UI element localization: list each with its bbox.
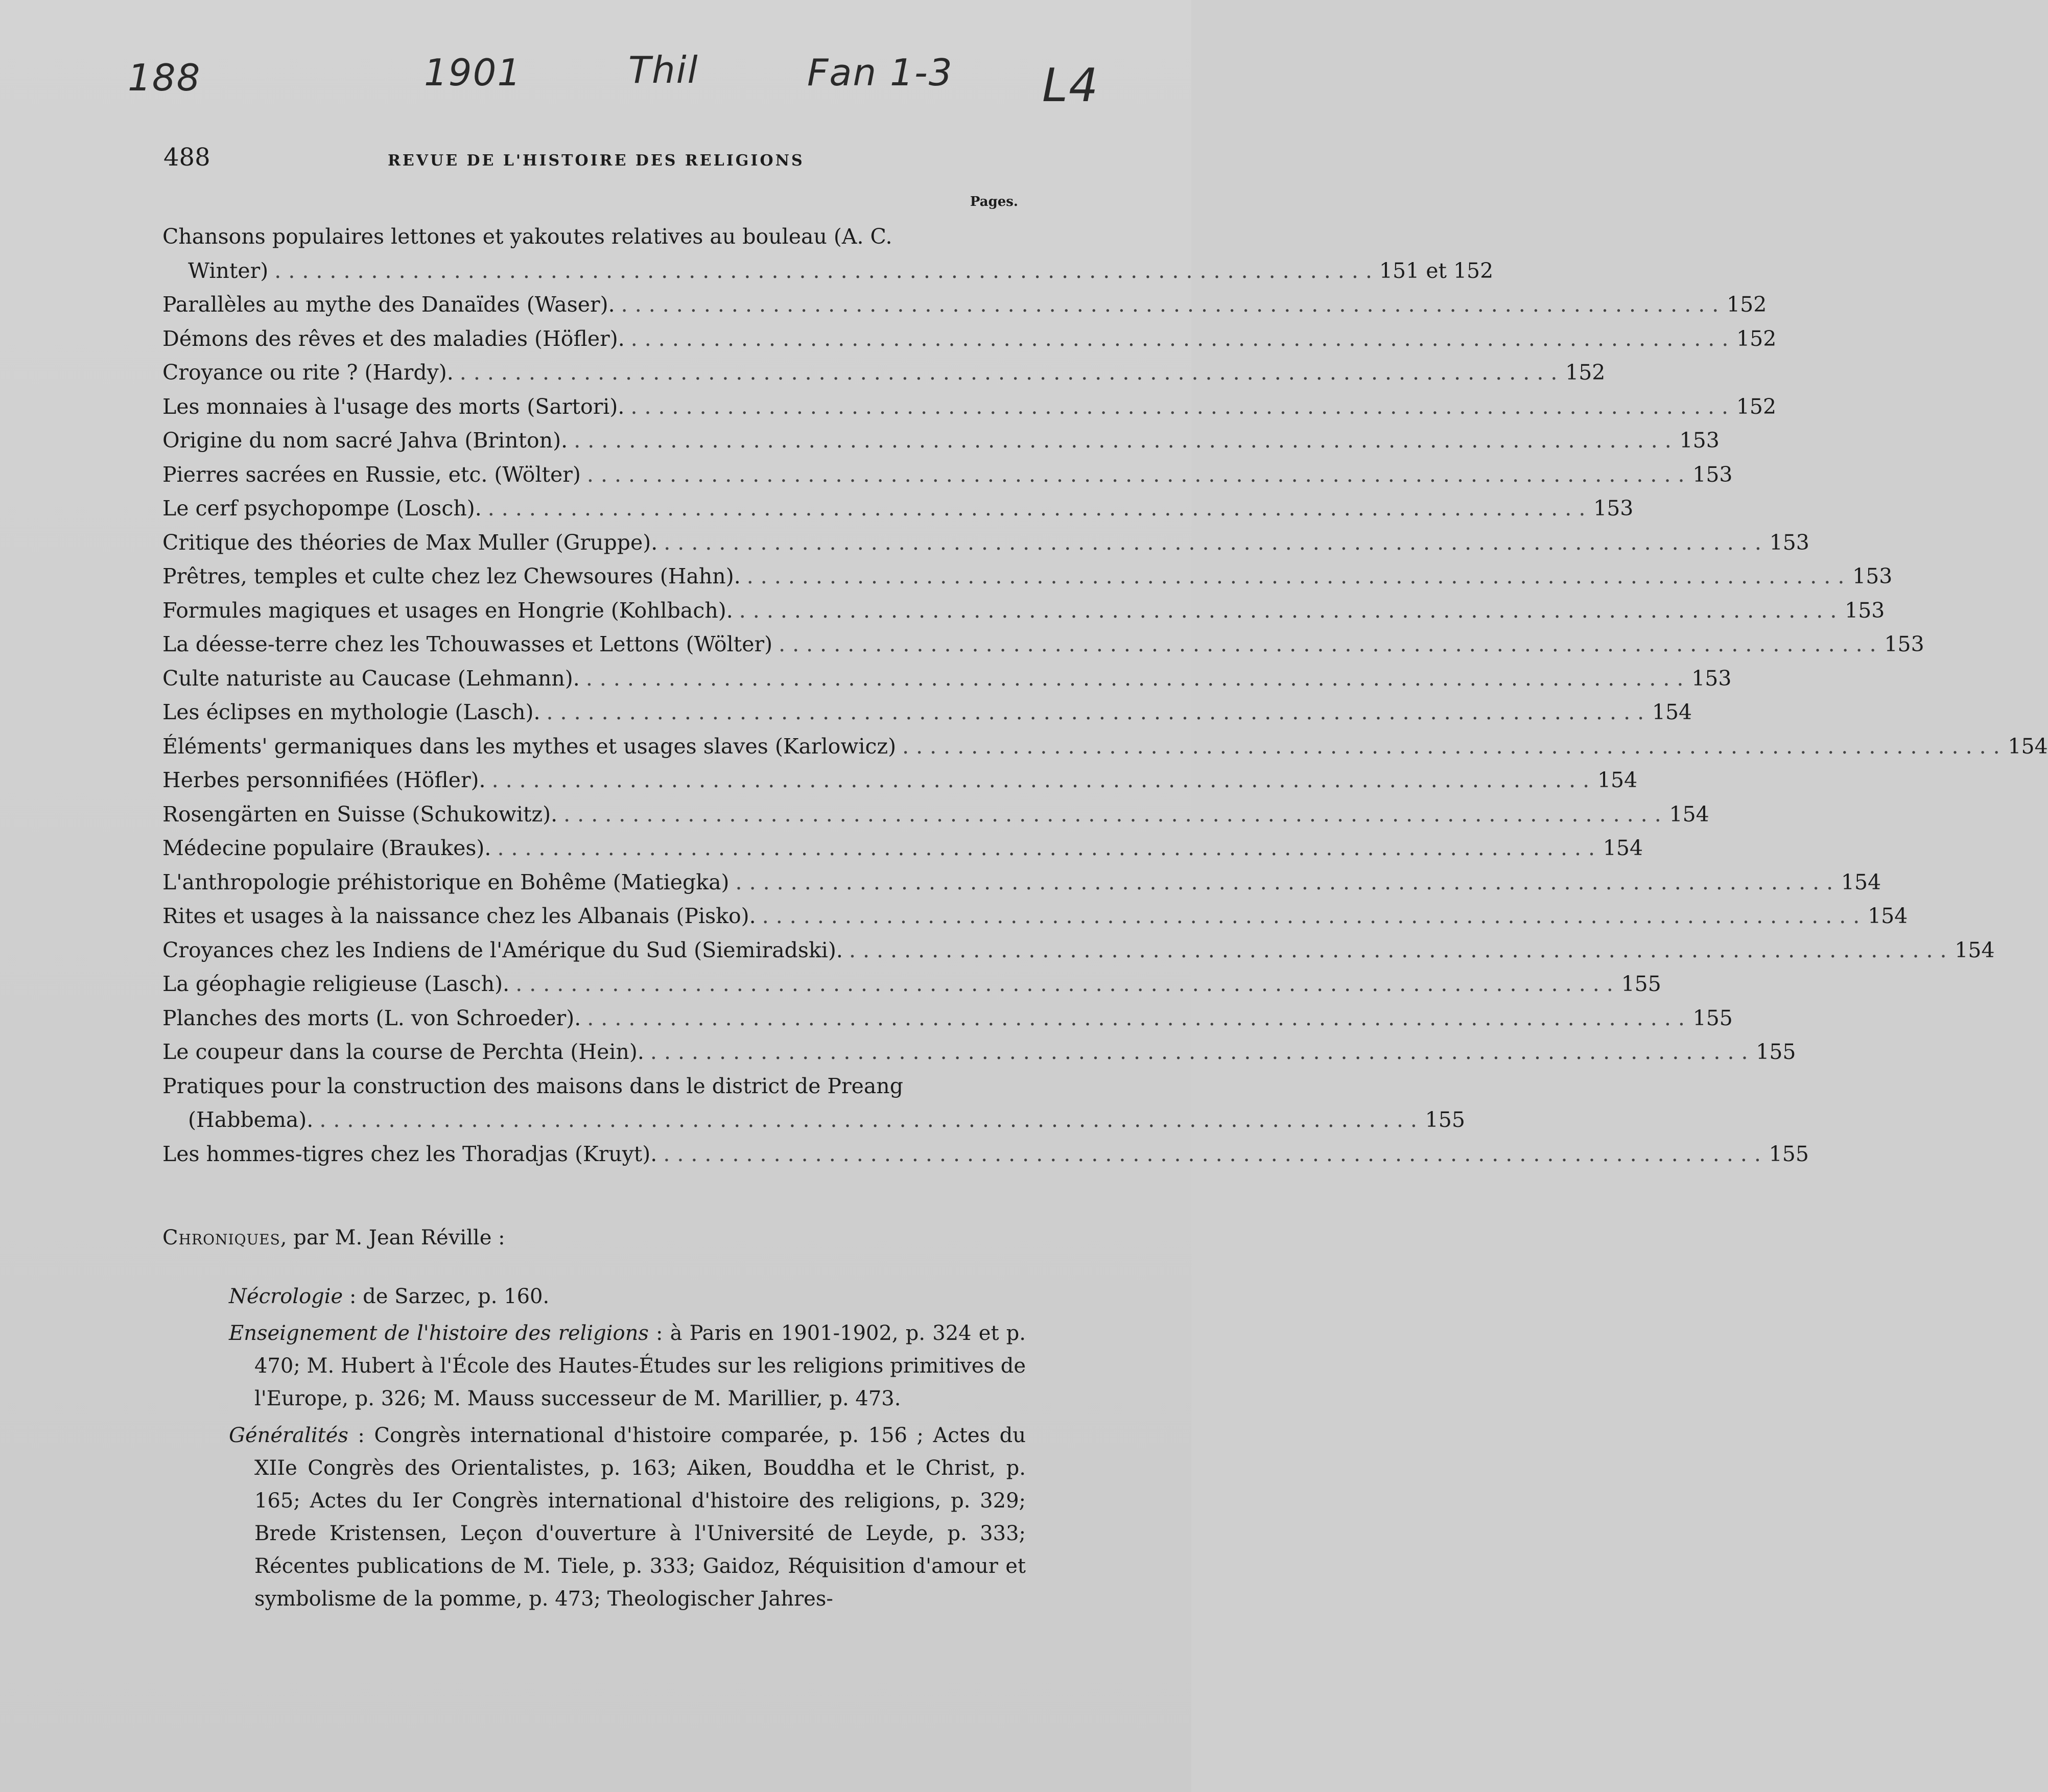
toc-entry-page: 155	[1692, 1005, 1733, 1030]
dot-leader: ................................................................................	[650, 1040, 1755, 1064]
toc-entry	[162, 220, 1023, 254]
toc-entry	[162, 662, 1732, 696]
toc-entry-page: 153	[1884, 632, 1924, 656]
running-title: REVUE DE L'HISTOIRE DES RELIGIONS	[387, 152, 805, 170]
toc-entry-title: Parallèles au mythe des Danaïdes (Waser).	[162, 292, 615, 317]
dot-leader: ................................................................................	[319, 1107, 1424, 1132]
dot-leader: ................................................................................	[515, 972, 1620, 996]
toc-entry	[162, 390, 1777, 424]
toc-entry	[162, 356, 1606, 390]
toc-entry	[162, 933, 1995, 968]
dot-leader: ................................................................................	[563, 801, 1668, 827]
toc-entry-title: Formules magiques et usages en Hongrie (Kohlbach).	[162, 598, 733, 623]
chroniques-section	[162, 1226, 1026, 1619]
toc-entry-page: 154	[1841, 869, 1881, 894]
toc-entry	[162, 899, 1908, 933]
toc-entry-page: 154	[1868, 904, 1908, 928]
chronique-item-text: : de Sarzec, p. 160.	[343, 1285, 550, 1308]
toc-entry-page: 153	[1852, 564, 1893, 588]
running-header	[163, 143, 1023, 172]
toc-entry-page: 154	[1652, 700, 1692, 724]
toc-entry	[162, 797, 1709, 832]
dot-leader: ................................................................................	[459, 360, 1565, 385]
dot-leader: ................................................................................	[585, 666, 1691, 691]
toc-entry-page: 153	[1691, 666, 1732, 691]
dot-leader: ................................................................................	[587, 1005, 1692, 1030]
chronique-item	[229, 1280, 1026, 1313]
toc-entry-page: 153	[1593, 496, 1634, 521]
toc-entry-title: Les hommes-tigres chez les Thoradjas (Kruyt).	[162, 1141, 657, 1166]
toc-entry	[162, 254, 1494, 288]
toc-entry-title: Le cerf psychopompe (Losch).	[162, 496, 482, 521]
toc-entry	[162, 865, 1881, 900]
toc-entry	[162, 288, 1767, 322]
toc-entry-title: Le coupeur dans la course de Perchta (Hein).	[162, 1040, 644, 1064]
handwritten-note: 188	[128, 56, 201, 99]
toc-entry	[162, 458, 1733, 492]
toc-entry-page: 152	[1736, 326, 1777, 351]
page-number: 488	[163, 143, 210, 172]
chroniques-heading-author: , par M. Jean Réville :	[280, 1226, 505, 1249]
handwritten-note: 1901	[424, 51, 522, 94]
dot-leader: ................................................................................	[849, 937, 1954, 962]
toc-entry	[162, 967, 1661, 1001]
toc-entry-page: 155	[1621, 972, 1661, 996]
toc-entry-title: L'anthropologie préhistorique en Bohême (Matiegka)	[162, 869, 729, 894]
toc-entry-title: La déesse-terre chez les Tchouwasses et Lettons (Wölter)	[162, 632, 773, 656]
dot-leader: ................................................................................	[902, 734, 2007, 759]
toc-entry-page: 153	[1679, 428, 1720, 453]
toc-entry-page: 154	[1669, 801, 1709, 827]
toc-entry-title: Culte naturiste au Caucase (Lehmann).	[162, 666, 580, 691]
toc-entry-title: Médecine populaire (Braukes).	[162, 836, 491, 860]
handwritten-note: Fan 1-3	[807, 51, 953, 94]
chronique-item-text: : Congrès international d'histoire comparée, p. 156 ; Actes du XIIe Congrès des Orientalistes, p. 163; Aiken, Bouddha et le Christ, p. 165; Actes du Ier Congrès international d'histoire des religions, p. 329; Brede Kristensen, Leçon d'ouverture à l'Université de Leyde, p. 333; Récentes publications de M. Tiele, p. 333; Gaidoz, Réquisition d'amour et symbolisme de la pomme, p. 473; Theologischer Jahres-	[254, 1424, 1026, 1611]
table-of-contents	[162, 194, 2048, 1171]
toc-entry-title: Winter)	[188, 258, 269, 283]
toc-entry-page: 154	[1603, 836, 1643, 860]
toc-entry-page: 153	[1692, 462, 1733, 487]
toc-entry-page: 151 et 152	[1379, 258, 1494, 283]
toc-entry-title: Origine du nom sacré Jahva (Brinton).	[162, 428, 568, 453]
toc-entry-title: Chansons populaires lettones et yakoutes relatives au bouleau (A. C.	[162, 224, 892, 249]
toc-entry	[162, 1035, 1796, 1069]
toc-entry-page: 153	[1769, 530, 1809, 555]
toc-entry-title: Pratiques pour la construction des maisons dans le district de Preang	[162, 1073, 903, 1098]
toc-entry-page: 152	[1727, 292, 1767, 317]
toc-entry-title: Les éclipses en mythologie (Lasch).	[162, 700, 540, 724]
toc-entry-page: 154	[2008, 734, 2048, 759]
toc-entry-title: Rosengärten en Suisse (Schukowitz).	[162, 801, 558, 827]
toc-entry-page: 154	[1955, 937, 1995, 962]
dot-leader: ................................................................................	[497, 836, 1603, 860]
toc-entry	[162, 559, 1893, 594]
toc-entry-title: Prêtres, temples et culte chez lez Chewsoures (Hahn).	[162, 564, 741, 588]
toc-entry	[162, 322, 1777, 356]
toc-entry-title: Éléments' germaniques dans les mythes et usages slaves (Karlowicz)	[162, 734, 897, 759]
toc-entry-page: 155	[1425, 1107, 1465, 1132]
chronique-item-label: Généralités	[229, 1424, 348, 1447]
chronique-item	[229, 1419, 1026, 1615]
dot-leader: ................................................................................	[630, 394, 1736, 419]
toc-entry-title: Croyance ou rite ? (Hardy).	[162, 360, 454, 385]
toc-entry-page: 154	[1597, 768, 1638, 792]
toc-entry	[162, 1103, 1465, 1137]
toc-entry	[162, 831, 1643, 865]
toc-entry-page: 155	[1756, 1040, 1796, 1064]
dot-leader: ................................................................................	[491, 768, 1597, 792]
toc-entry	[162, 1001, 1733, 1035]
chronique-item-label: Enseignement de l'histoire des religions	[229, 1322, 649, 1345]
toc-entry-title: Les monnaies à l'usage des morts (Sartori).	[162, 394, 625, 419]
dot-leader: ................................................................................	[762, 904, 1867, 928]
dot-leader: ................................................................................	[487, 496, 1593, 521]
toc-entry-title: Critique des théories de Max Muller (Gruppe).	[162, 530, 658, 555]
toc-entry	[162, 627, 1924, 662]
dot-leader: ................................................................................	[746, 564, 1852, 588]
dot-leader: ................................................................................	[739, 598, 1844, 623]
dot-leader: ................................................................................	[546, 700, 1652, 724]
toc-entry-title: Pierres sacrées en Russie, etc. (Wölter)	[162, 462, 581, 487]
toc-entry-page: 152	[1736, 394, 1777, 419]
toc-entry	[162, 491, 1634, 526]
toc-entry	[162, 1069, 1023, 1103]
toc-entry	[162, 594, 1885, 628]
toc-entry-title: Planches des morts (L. von Schroeder).	[162, 1005, 581, 1030]
toc-entry	[162, 695, 1692, 729]
toc-entry-title: Rites et usages à la naissance chez les Albanais (Pisko).	[162, 904, 756, 928]
toc-entry	[162, 526, 1809, 560]
chronique-item-label: Nécrologie	[229, 1285, 343, 1308]
chronique-item	[229, 1317, 1026, 1415]
handwritten-note: L4	[1042, 59, 1099, 112]
dot-leader: ................................................................................	[274, 258, 1379, 283]
dot-leader: ................................................................................	[664, 530, 1769, 555]
dot-leader: ................................................................................	[574, 428, 1679, 453]
dot-leader: ................................................................................	[586, 462, 1692, 487]
toc-entry-title: Démons des rêves et des maladies (Höfler).	[162, 326, 625, 351]
chroniques-heading-label: Chroniques	[162, 1226, 280, 1249]
toc-entry-title: Croyances chez les Indiens de l'Amérique du Sud (Siemiradski).	[162, 937, 843, 962]
toc-entry	[162, 423, 1720, 458]
toc-entry-title: Herbes personnifiées (Höfler).	[162, 768, 486, 792]
toc-entry-page: 152	[1565, 360, 1606, 385]
toc-entry	[162, 1137, 1809, 1171]
handwritten-note: Thil	[628, 49, 699, 91]
chroniques-heading	[162, 1226, 1026, 1249]
toc-entry	[162, 763, 1638, 797]
toc-list	[162, 220, 2048, 1171]
dot-leader: ................................................................................	[621, 292, 1726, 317]
dot-leader: ................................................................................	[663, 1141, 1768, 1166]
pages-column-label: Pages.	[970, 194, 1018, 209]
dot-leader: ................................................................................	[735, 869, 1841, 894]
chronique-item-text: : à Paris en 1901-1902, p. 324 et p. 470; M. Hubert à l'École des Hautes-Études sur les religions primitives de l'Europe, p. 326; M. Mauss successeur de M. Marillier, p. 473.	[254, 1322, 1026, 1410]
toc-entry-title: (Habbema).	[188, 1107, 314, 1132]
dot-leader: ................................................................................	[779, 632, 1884, 656]
toc-entry-title: La géophagie religieuse (Lasch).	[162, 972, 510, 996]
toc-entry-page: 153	[1845, 598, 1885, 623]
dot-leader: ................................................................................	[630, 326, 1736, 351]
toc-entry-page: 155	[1769, 1141, 1809, 1166]
toc-entry	[162, 729, 2048, 764]
